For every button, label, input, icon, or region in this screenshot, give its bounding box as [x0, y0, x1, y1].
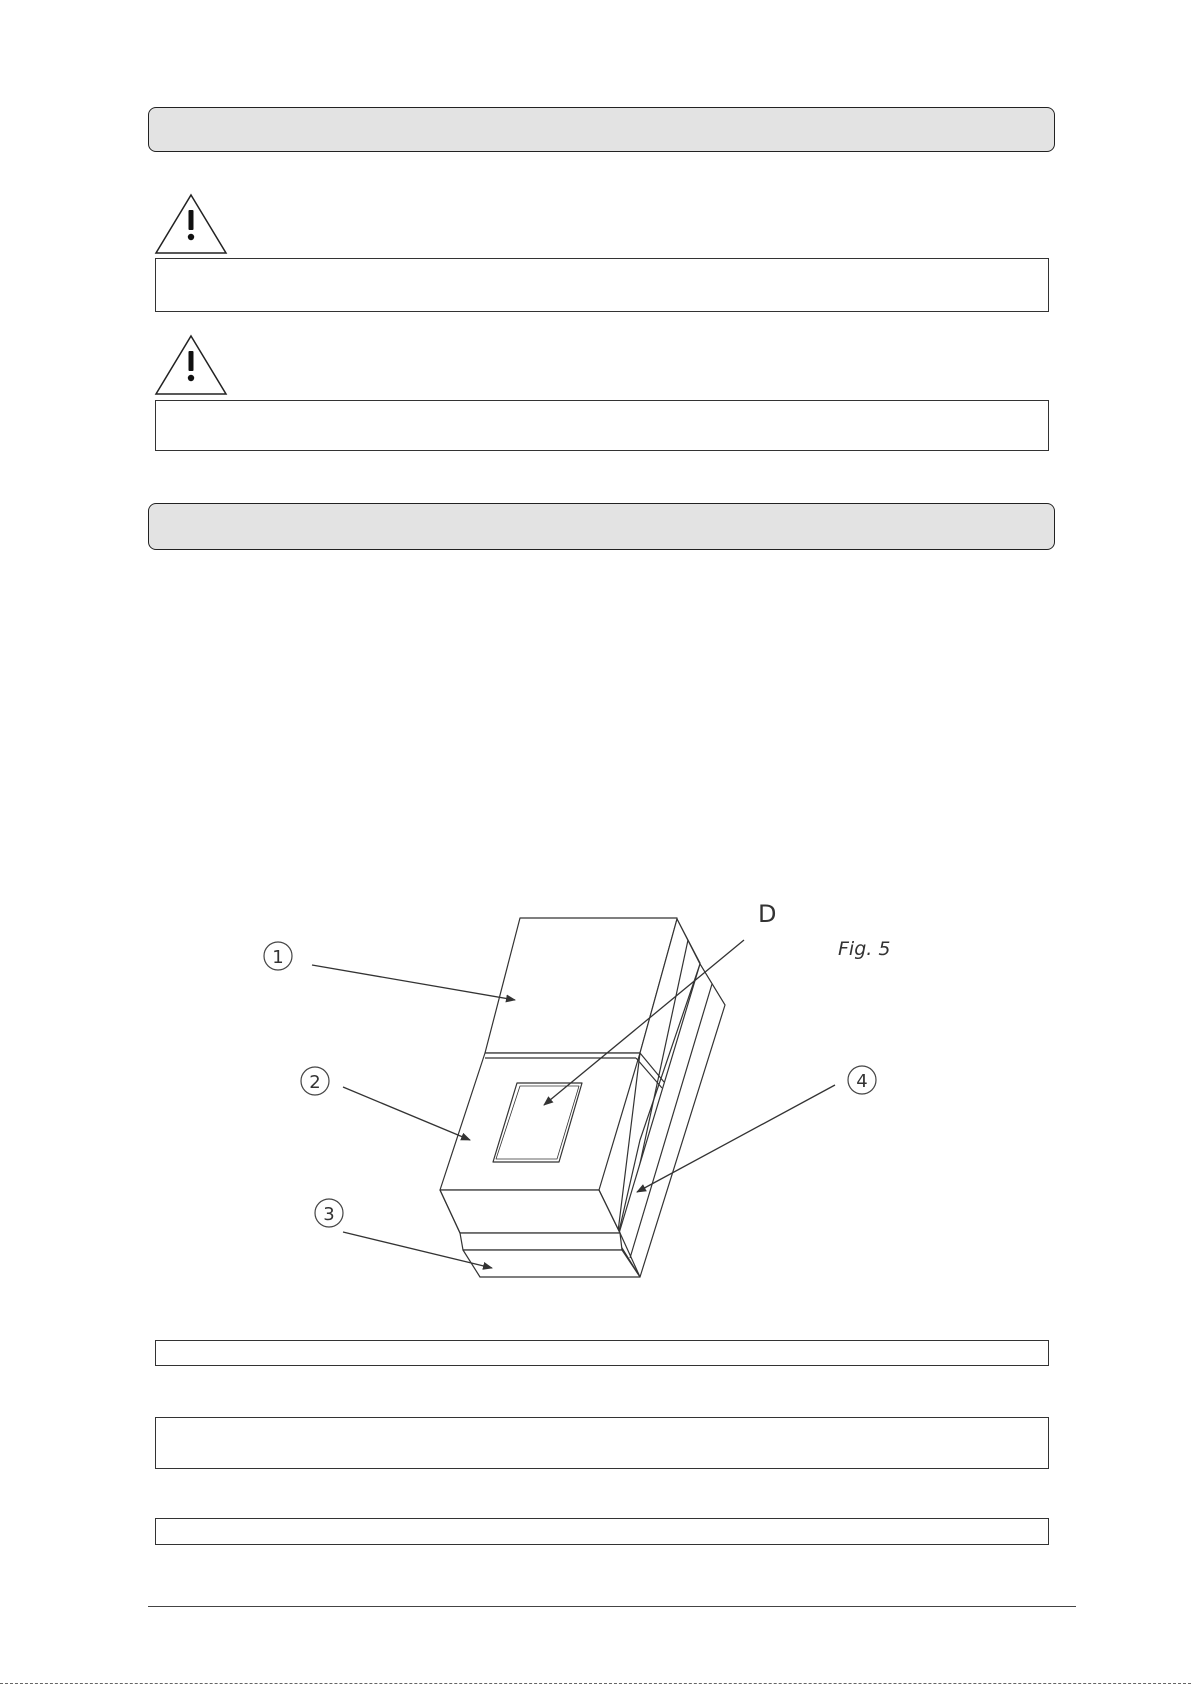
- warning-triangle-icon: [154, 334, 228, 396]
- warning-note-box: [155, 258, 1049, 312]
- callout-d: D: [758, 900, 777, 928]
- callout-3: [315, 1199, 343, 1227]
- svg-text:4: 4: [856, 1071, 868, 1092]
- figure-caption: Fig. 5: [838, 938, 891, 960]
- device-figure: [0, 880, 1191, 1300]
- warning-note-box: [155, 400, 1049, 451]
- page-edge-rule: [0, 1683, 1191, 1684]
- note-box: [155, 1518, 1049, 1545]
- svg-text:1: 1: [272, 947, 284, 968]
- footer-rule: [148, 1606, 1076, 1607]
- section-header-bar: [148, 107, 1055, 152]
- warning-triangle-icon: [154, 193, 228, 255]
- note-box: [155, 1340, 1049, 1366]
- svg-text:3: 3: [323, 1204, 335, 1225]
- callout-1: [264, 942, 292, 970]
- svg-text:2: 2: [309, 1072, 321, 1093]
- callout-4: [848, 1066, 876, 1094]
- callout-2: [301, 1067, 329, 1095]
- device-outline: [440, 918, 725, 1277]
- section-header-bar: [148, 503, 1055, 550]
- note-box: [155, 1417, 1049, 1469]
